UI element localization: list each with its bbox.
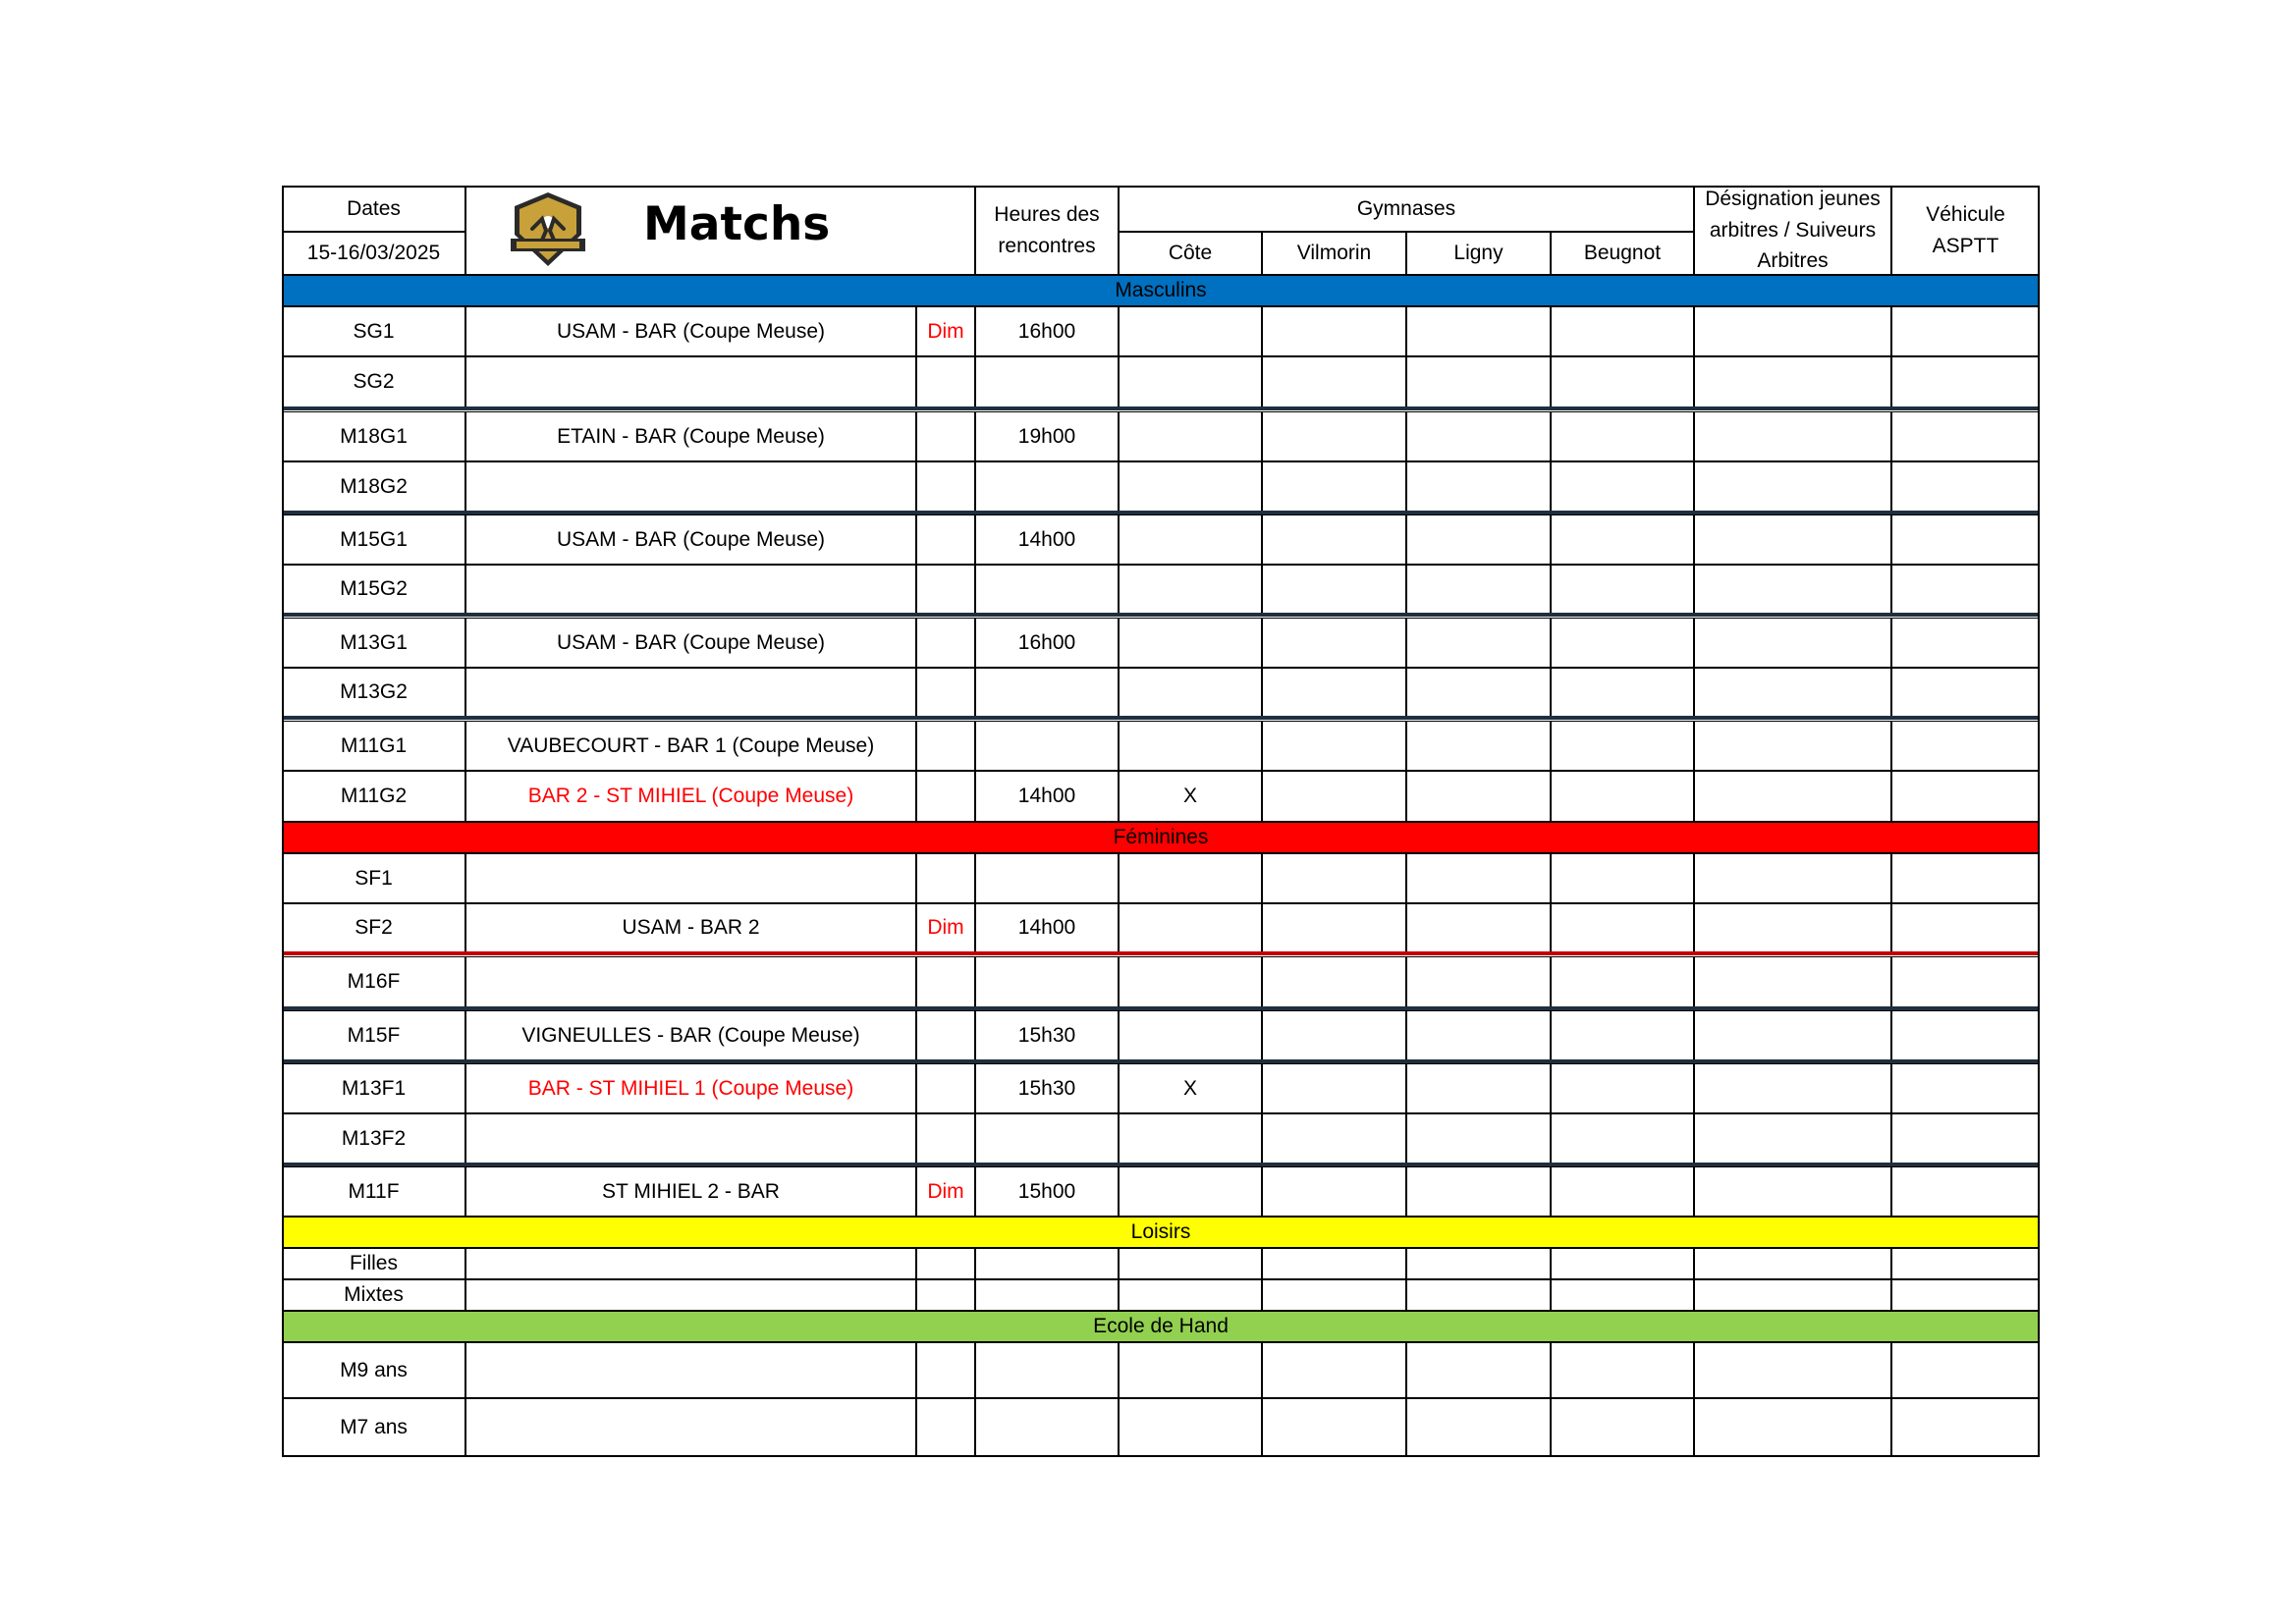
empty-cell-m15g1-9 xyxy=(1891,514,2040,565)
match-cell-m11g2: BAR 2 - ST MIHIEL (Coupe Meuse) xyxy=(465,771,916,822)
empty-cell-m13g2-7 xyxy=(1551,668,1694,717)
empty-cell-m18g2-5 xyxy=(1262,461,1406,512)
group-separator xyxy=(282,613,2040,617)
group-separator xyxy=(282,1163,2040,1166)
empty-cell-m18g1-9 xyxy=(1891,411,2040,461)
empty-cell-sf1-8 xyxy=(1694,853,1891,903)
empty-cell-m11f-7 xyxy=(1551,1166,1694,1217)
time-cell-m11g2: 14h00 xyxy=(975,771,1119,822)
empty-cell-mixtes-5 xyxy=(1262,1279,1406,1311)
cote-cell-m13g1 xyxy=(1119,618,1262,668)
empty-cell-m15f-9 xyxy=(1891,1010,2040,1060)
designation-header: Désignation jeunes arbitres / Suiveurs Arbitres xyxy=(1694,186,1891,275)
match-cell-m15g2 xyxy=(465,565,916,614)
match-cell-sg2 xyxy=(465,356,916,407)
empty-cell-sf2-9 xyxy=(1891,903,2040,952)
empty-cell-m13f2-9 xyxy=(1891,1113,2040,1164)
empty-cell-m15g1-7 xyxy=(1551,514,1694,565)
day-cell-m15g1 xyxy=(916,514,975,565)
match-cell-filles xyxy=(465,1248,916,1279)
empty-cell-sg1-8 xyxy=(1694,306,1891,356)
time-cell-m13g1: 16h00 xyxy=(975,618,1119,668)
match-cell-m18g2 xyxy=(465,461,916,512)
day-cell-m13f2 xyxy=(916,1113,975,1164)
team-cell-m13f1: M13F1 xyxy=(282,1063,465,1113)
cote-cell-m15g1 xyxy=(1119,514,1262,565)
section-band-ecole: Ecole de Hand xyxy=(282,1311,2040,1342)
day-cell-sg2 xyxy=(916,356,975,407)
time-cell-m11f: 15h00 xyxy=(975,1166,1119,1217)
empty-cell-filles-7 xyxy=(1551,1248,1694,1279)
empty-cell-m15g2-5 xyxy=(1262,565,1406,614)
day-cell-m13g1 xyxy=(916,618,975,668)
empty-cell-sg2-9 xyxy=(1891,356,2040,407)
time-cell-sf2: 14h00 xyxy=(975,903,1119,952)
time-cell-m7-ans xyxy=(975,1398,1119,1457)
cote-cell-sf2 xyxy=(1119,903,1262,952)
cote-cell-sg1 xyxy=(1119,306,1262,356)
empty-cell-m18g2-7 xyxy=(1551,461,1694,512)
match-cell-m9-ans xyxy=(465,1342,916,1398)
group-separator xyxy=(282,951,2040,955)
day-cell-m13f1 xyxy=(916,1063,975,1113)
group-separator xyxy=(282,511,2040,514)
match-cell-mixtes xyxy=(465,1279,916,1311)
group-separator xyxy=(282,1006,2040,1010)
empty-cell-m13g1-7 xyxy=(1551,618,1694,668)
day-cell-mixtes xyxy=(916,1279,975,1311)
empty-cell-m11g2-7 xyxy=(1551,771,1694,822)
team-cell-sf2: SF2 xyxy=(282,903,465,952)
empty-cell-m15f-6 xyxy=(1406,1010,1551,1060)
empty-cell-m18g2-9 xyxy=(1891,461,2040,512)
empty-cell-m15g1-6 xyxy=(1406,514,1551,565)
team-cell-m16f: M16F xyxy=(282,956,465,1007)
cote-cell-mixtes xyxy=(1119,1279,1262,1311)
empty-cell-sf1-6 xyxy=(1406,853,1551,903)
day-cell-m11g2 xyxy=(916,771,975,822)
time-cell-m15g1: 14h00 xyxy=(975,514,1119,565)
empty-cell-sf2-6 xyxy=(1406,903,1551,952)
empty-cell-m9-ans-9 xyxy=(1891,1342,2040,1398)
time-cell-m13f1: 15h30 xyxy=(975,1063,1119,1113)
day-cell-m7-ans xyxy=(916,1398,975,1457)
match-cell-sg1: USAM - BAR (Coupe Meuse) xyxy=(465,306,916,356)
empty-cell-mixtes-6 xyxy=(1406,1279,1551,1311)
cote-cell-sf1 xyxy=(1119,853,1262,903)
empty-cell-sf2-7 xyxy=(1551,903,1694,952)
group-separator xyxy=(282,716,2040,720)
empty-cell-m11g1-6 xyxy=(1406,721,1551,771)
empty-cell-m13f1-7 xyxy=(1551,1063,1694,1113)
empty-cell-m18g2-8 xyxy=(1694,461,1891,512)
day-cell-m15f xyxy=(916,1010,975,1060)
empty-cell-m13f2-8 xyxy=(1694,1113,1891,1164)
empty-cell-m11f-8 xyxy=(1694,1166,1891,1217)
team-cell-m13g1: M13G1 xyxy=(282,618,465,668)
match-cell-m18g1: ETAIN - BAR (Coupe Meuse) xyxy=(465,411,916,461)
time-cell-filles xyxy=(975,1248,1119,1279)
time-cell-m18g1: 19h00 xyxy=(975,411,1119,461)
cote-cell-m11g1 xyxy=(1119,721,1262,771)
empty-cell-m11g1-9 xyxy=(1891,721,2040,771)
empty-cell-m18g1-6 xyxy=(1406,411,1551,461)
match-cell-m13f2 xyxy=(465,1113,916,1164)
time-cell-m13f2 xyxy=(975,1113,1119,1164)
empty-cell-m9-ans-5 xyxy=(1262,1342,1406,1398)
time-cell-m18g2 xyxy=(975,461,1119,512)
team-cell-mixtes: Mixtes xyxy=(282,1279,465,1311)
cote-cell-m13f1: X xyxy=(1119,1063,1262,1113)
empty-cell-mixtes-9 xyxy=(1891,1279,2040,1311)
empty-cell-m13g1-8 xyxy=(1694,618,1891,668)
empty-cell-sg2-6 xyxy=(1406,356,1551,407)
dates-value: 15-16/03/2025 xyxy=(282,232,465,275)
gymnases-header: Gymnases xyxy=(1119,186,1694,232)
empty-cell-m7-ans-7 xyxy=(1551,1398,1694,1457)
empty-cell-m11g1-8 xyxy=(1694,721,1891,771)
empty-cell-m13g2-9 xyxy=(1891,668,2040,717)
cote-cell-m18g1 xyxy=(1119,411,1262,461)
team-cell-m18g2: M18G2 xyxy=(282,461,465,512)
empty-cell-m16f-7 xyxy=(1551,956,1694,1007)
empty-cell-m15g1-5 xyxy=(1262,514,1406,565)
empty-cell-m18g1-7 xyxy=(1551,411,1694,461)
match-cell-m16f xyxy=(465,956,916,1007)
empty-cell-m15f-8 xyxy=(1694,1010,1891,1060)
day-cell-sf1 xyxy=(916,853,975,903)
match-cell-m11f: ST MIHIEL 2 - BAR xyxy=(465,1166,916,1217)
cote-cell-m18g2 xyxy=(1119,461,1262,512)
day-cell-m9-ans xyxy=(916,1342,975,1398)
gym-header-cote: Côte xyxy=(1119,232,1262,275)
match-cell-m15g1: USAM - BAR (Coupe Meuse) xyxy=(465,514,916,565)
empty-cell-m11g2-9 xyxy=(1891,771,2040,822)
day-cell-sf2: Dim xyxy=(916,903,975,952)
empty-cell-m13f1-9 xyxy=(1891,1063,2040,1113)
cote-cell-m11f xyxy=(1119,1166,1262,1217)
time-cell-m9-ans xyxy=(975,1342,1119,1398)
empty-cell-m13g2-8 xyxy=(1694,668,1891,717)
match-schedule-table xyxy=(282,186,2040,1457)
team-cell-m11g2: M11G2 xyxy=(282,771,465,822)
empty-cell-m11g2-6 xyxy=(1406,771,1551,822)
team-cell-filles: Filles xyxy=(282,1248,465,1279)
match-cell-m11g1: VAUBECOURT - BAR 1 (Coupe Meuse) xyxy=(465,721,916,771)
time-cell-m15g2 xyxy=(975,565,1119,614)
team-cell-m13g2: M13G2 xyxy=(282,668,465,717)
day-cell-filles xyxy=(916,1248,975,1279)
empty-cell-m11f-6 xyxy=(1406,1166,1551,1217)
cote-cell-m15g2 xyxy=(1119,565,1262,614)
empty-cell-m16f-8 xyxy=(1694,956,1891,1007)
empty-cell-m11f-9 xyxy=(1891,1166,2040,1217)
cote-cell-m13f2 xyxy=(1119,1113,1262,1164)
team-cell-m7-ans: M7 ans xyxy=(282,1398,465,1457)
empty-cell-m13f1-8 xyxy=(1694,1063,1891,1113)
empty-cell-m15g2-8 xyxy=(1694,565,1891,614)
time-cell-sf1 xyxy=(975,853,1119,903)
group-separator xyxy=(282,1059,2040,1063)
empty-cell-m7-ans-5 xyxy=(1262,1398,1406,1457)
day-cell-m18g2 xyxy=(916,461,975,512)
empty-cell-m13g1-9 xyxy=(1891,618,2040,668)
empty-cell-m11g1-5 xyxy=(1262,721,1406,771)
team-cell-sg1: SG1 xyxy=(282,306,465,356)
gym-header-ligny: Ligny xyxy=(1406,232,1551,275)
empty-cell-m15g2-7 xyxy=(1551,565,1694,614)
match-cell-m13g2 xyxy=(465,668,916,717)
empty-cell-sg2-8 xyxy=(1694,356,1891,407)
empty-cell-m11g2-8 xyxy=(1694,771,1891,822)
time-cell-m13g2 xyxy=(975,668,1119,717)
cote-cell-m15f xyxy=(1119,1010,1262,1060)
match-cell-m13f1: BAR - ST MIHIEL 1 (Coupe Meuse) xyxy=(465,1063,916,1113)
day-cell-m18g1 xyxy=(916,411,975,461)
empty-cell-m16f-6 xyxy=(1406,956,1551,1007)
vehicle-header: Véhicule ASPTT xyxy=(1891,186,2040,275)
page-title: Matchs xyxy=(643,197,831,251)
empty-cell-m18g1-8 xyxy=(1694,411,1891,461)
match-cell-sf1 xyxy=(465,853,916,903)
cote-cell-m16f xyxy=(1119,956,1262,1007)
hours-header: Heures des rencontres xyxy=(975,186,1119,275)
empty-cell-sf2-8 xyxy=(1694,903,1891,952)
match-cell-m7-ans xyxy=(465,1398,916,1457)
empty-cell-m13f2-7 xyxy=(1551,1113,1694,1164)
time-cell-mixtes xyxy=(975,1279,1119,1311)
empty-cell-m16f-9 xyxy=(1891,956,2040,1007)
day-cell-m11g1 xyxy=(916,721,975,771)
empty-cell-m18g1-5 xyxy=(1262,411,1406,461)
empty-cell-m11g2-5 xyxy=(1262,771,1406,822)
empty-cell-m13f1-6 xyxy=(1406,1063,1551,1113)
handball-club-crest-icon xyxy=(507,189,589,272)
empty-cell-m7-ans-6 xyxy=(1406,1398,1551,1457)
empty-cell-filles-8 xyxy=(1694,1248,1891,1279)
time-cell-m15f: 15h30 xyxy=(975,1010,1119,1060)
team-cell-m13f2: M13F2 xyxy=(282,1113,465,1164)
day-cell-m11f: Dim xyxy=(916,1166,975,1217)
empty-cell-m15f-5 xyxy=(1262,1010,1406,1060)
empty-cell-filles-9 xyxy=(1891,1248,2040,1279)
empty-cell-m13g2-6 xyxy=(1406,668,1551,717)
empty-cell-filles-5 xyxy=(1262,1248,1406,1279)
empty-cell-sf2-5 xyxy=(1262,903,1406,952)
team-cell-m18g1: M18G1 xyxy=(282,411,465,461)
section-band-masculins: Masculins xyxy=(282,275,2040,306)
empty-cell-sg1-5 xyxy=(1262,306,1406,356)
empty-cell-m11f-5 xyxy=(1262,1166,1406,1217)
team-cell-m15g1: M15G1 xyxy=(282,514,465,565)
team-cell-m9-ans: M9 ans xyxy=(282,1342,465,1398)
empty-cell-m9-ans-6 xyxy=(1406,1342,1551,1398)
empty-cell-m13g1-5 xyxy=(1262,618,1406,668)
empty-cell-m16f-5 xyxy=(1262,956,1406,1007)
empty-cell-sf1-7 xyxy=(1551,853,1694,903)
team-cell-sf1: SF1 xyxy=(282,853,465,903)
team-cell-m11g1: M11G1 xyxy=(282,721,465,771)
empty-cell-m9-ans-7 xyxy=(1551,1342,1694,1398)
empty-cell-m15g1-8 xyxy=(1694,514,1891,565)
group-separator xyxy=(282,406,2040,410)
empty-cell-m7-ans-9 xyxy=(1891,1398,2040,1457)
empty-cell-sf1-9 xyxy=(1891,853,2040,903)
empty-cell-m13f2-5 xyxy=(1262,1113,1406,1164)
empty-cell-m18g2-6 xyxy=(1406,461,1551,512)
day-cell-m16f xyxy=(916,956,975,1007)
empty-cell-m13g1-6 xyxy=(1406,618,1551,668)
empty-cell-mixtes-8 xyxy=(1694,1279,1891,1311)
team-cell-m15f: M15F xyxy=(282,1010,465,1060)
empty-cell-sg1-7 xyxy=(1551,306,1694,356)
empty-cell-m15f-7 xyxy=(1551,1010,1694,1060)
empty-cell-m13f2-6 xyxy=(1406,1113,1551,1164)
section-band-feminines: Féminines xyxy=(282,822,2040,853)
match-cell-m13g1: USAM - BAR (Coupe Meuse) xyxy=(465,618,916,668)
empty-cell-sg1-9 xyxy=(1891,306,2040,356)
cote-cell-m9-ans xyxy=(1119,1342,1262,1398)
empty-cell-m13f1-5 xyxy=(1262,1063,1406,1113)
empty-cell-sg2-5 xyxy=(1262,356,1406,407)
empty-cell-filles-6 xyxy=(1406,1248,1551,1279)
empty-cell-m15g2-6 xyxy=(1406,565,1551,614)
day-cell-m13g2 xyxy=(916,668,975,717)
gym-header-beugnot: Beugnot xyxy=(1551,232,1694,275)
empty-cell-m7-ans-8 xyxy=(1694,1398,1891,1457)
dates-label: Dates xyxy=(282,186,465,232)
match-cell-m15f: VIGNEULLES - BAR (Coupe Meuse) xyxy=(465,1010,916,1060)
time-cell-sg2 xyxy=(975,356,1119,407)
cote-cell-m11g2: X xyxy=(1119,771,1262,822)
empty-cell-sg1-6 xyxy=(1406,306,1551,356)
empty-cell-m9-ans-8 xyxy=(1694,1342,1891,1398)
cote-cell-sg2 xyxy=(1119,356,1262,407)
team-cell-m15g2: M15G2 xyxy=(282,565,465,614)
empty-cell-m13g2-5 xyxy=(1262,668,1406,717)
gym-header-vilmorin: Vilmorin xyxy=(1262,232,1406,275)
day-cell-m15g2 xyxy=(916,565,975,614)
team-cell-m11f: M11F xyxy=(282,1166,465,1217)
empty-cell-mixtes-7 xyxy=(1551,1279,1694,1311)
empty-cell-m15g2-9 xyxy=(1891,565,2040,614)
time-cell-m16f xyxy=(975,956,1119,1007)
empty-cell-sg2-7 xyxy=(1551,356,1694,407)
time-cell-m11g1 xyxy=(975,721,1119,771)
cote-cell-m13g2 xyxy=(1119,668,1262,717)
empty-cell-sf1-5 xyxy=(1262,853,1406,903)
time-cell-sg1: 16h00 xyxy=(975,306,1119,356)
team-cell-sg2: SG2 xyxy=(282,356,465,407)
section-band-loisirs: Loisirs xyxy=(282,1217,2040,1248)
day-cell-sg1: Dim xyxy=(916,306,975,356)
match-cell-sf2: USAM - BAR 2 xyxy=(465,903,916,952)
cote-cell-filles xyxy=(1119,1248,1262,1279)
cote-cell-m7-ans xyxy=(1119,1398,1262,1457)
empty-cell-m11g1-7 xyxy=(1551,721,1694,771)
